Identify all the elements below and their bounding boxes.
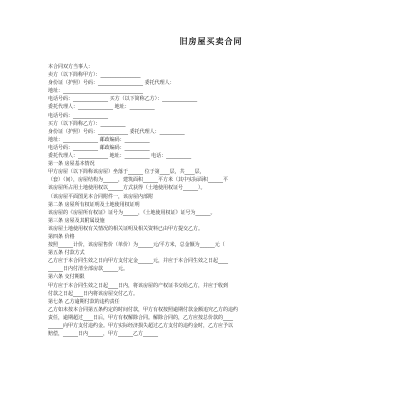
document-line: 第五条 付款方式 (48, 250, 85, 257)
document-line: 第三条 房屋及其附属设施 (48, 217, 105, 224)
document-line: （套）（间），房屋结构为______，建筑面积______平方米（其中实际面积______平 (48, 177, 229, 184)
document-line: 委托代理人：____________ 地址：__________ 电话：__________ (48, 153, 192, 160)
document-line: 乙方应于本合同生效之日向甲方支付定金______元，并应于本合同生效之日起____ (48, 258, 229, 265)
document-line: 委托代理人：______________ 地址：__________ (48, 104, 155, 111)
document-line: 卖方（以下简称甲方）：________________ (48, 72, 141, 79)
document-line: 第六条 交付期限 (48, 274, 85, 281)
document-line: 地址：________________________________ (48, 88, 144, 95)
document-line: 电话号码：______________ (48, 112, 109, 119)
document-line: ______向甲方支付违约金。甲方实际经济损失超过乙方支付的违约金时，乙方应予以 (48, 323, 234, 329)
document-line: ______日内付清全部房款______元。 (48, 266, 129, 273)
document-line: 责任，逾期超过____日后，甲方有权解除合同。解除合同的，乙方应按总价款的____ (48, 314, 234, 321)
document-line: 甲方应于本合同生效之日起____日内，将该房屋的产权证书交给乙方，并应于收到 (48, 282, 229, 289)
document-line: 电话号码：__________ 邮政编码：__________ (48, 144, 150, 151)
document-line: 第七条 乙方逾期付款的违约责任 (48, 298, 120, 305)
document-line: 该房屋所占用土地使用权以______方式获得（土地使用权证号______）。 (48, 185, 206, 192)
document-line: 付款之日起____日内将该房屋交付乙方。 (48, 290, 139, 297)
document-line: 按照______计价，该房屋售价（单价）为______元/平方米，总金额为______元（ (48, 242, 225, 249)
document-line: 本合同双方当事人： (48, 64, 94, 70)
document-line: 甲方房屋（以下简称该房屋）坐落于______ 位于第____层，共____层， (48, 169, 205, 176)
document-line: 第二条 房屋所有权证明及土地使用权证明 (48, 201, 140, 208)
document-line: 赔偿，______日内______，甲方______乙方______ (48, 331, 159, 338)
document-line: 电话号码：______________ 买方（以下简称乙方）：______________ (48, 96, 198, 103)
document-line: （该房屋平面图见本合同附件一，该房屋内部附 (48, 193, 154, 200)
document-line: 买方（以下简称乙方）：__________ (48, 120, 126, 127)
document-line: 身份证（护照）号码：__________________ 委托代理人： (48, 80, 175, 87)
document-title: 旧房屋买卖合同 (179, 36, 243, 46)
document-line: 第四条 价格 (48, 233, 75, 240)
document-body (48, 63, 374, 338)
document-line: 乙方如未按本合同第五条约定的时间付款，甲方有权按照逾期付款金额追究乙方的违约 (48, 306, 239, 313)
document-line: 第一条 房屋基本情况 (48, 161, 95, 168)
document-line: 地址：______________ 邮政编码：__________ (48, 136, 150, 143)
document-line: 身份证（护照）号码：____________ 委托代理人：__________ (48, 128, 185, 135)
document-line: 该房屋土地使用权有关情况的相关证明及相关资料已由甲方提交乙方。 (48, 225, 204, 232)
document-line: 该房屋的《房屋所有权证》证号为______，《土地使用权证》证号为______。 (48, 209, 216, 216)
